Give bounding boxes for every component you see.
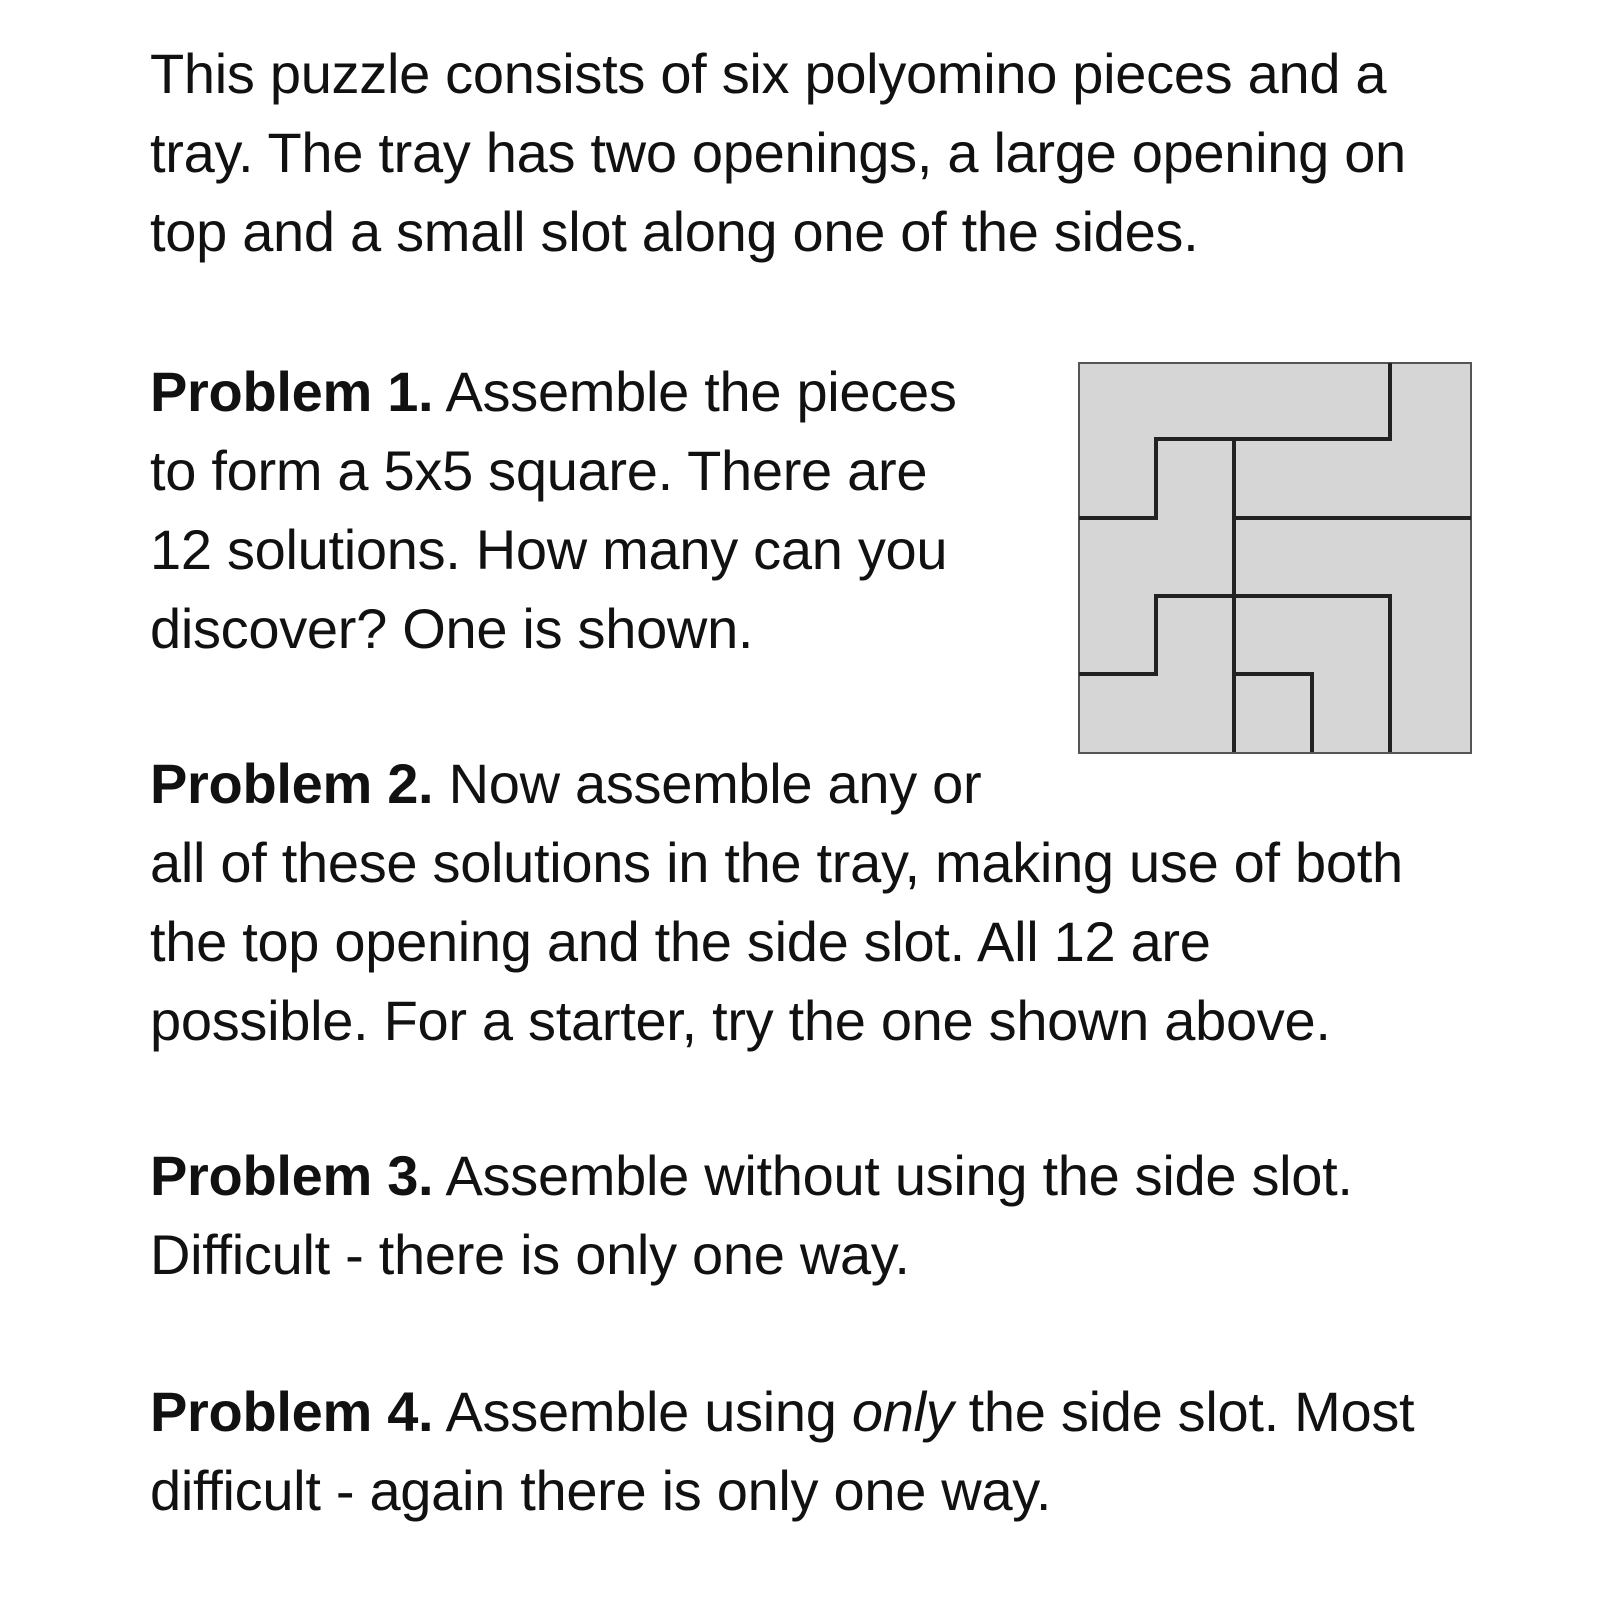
problem-1-heading: Problem 1. bbox=[150, 360, 434, 423]
problem-3-text: Assemble without using the side slot. bbox=[445, 1144, 1353, 1207]
problem-2-line-3: the top opening and the side slot. All 12 are bbox=[150, 910, 1211, 973]
intro-paragraph bbox=[150, 34, 1406, 271]
intro-line: tray. The tray has two openings, a large opening on bbox=[150, 121, 1406, 184]
problem-2-paragraph bbox=[150, 744, 1403, 1060]
problem-1-paragraph bbox=[150, 352, 957, 668]
problem-3-line-2: Difficult - there is only one way. bbox=[150, 1223, 910, 1286]
problem-1-line-3: 12 solutions. How many can you bbox=[150, 518, 948, 581]
problem-4-emphasis: only bbox=[851, 1380, 954, 1443]
problem-2-heading: Problem 2. bbox=[150, 752, 434, 815]
intro-line: top and a small slot along one of the sides. bbox=[150, 200, 1199, 263]
problem-1-line-1 bbox=[150, 352, 957, 431]
problem-1-line-2: to form a 5x5 square. There are bbox=[150, 439, 928, 502]
problem-1-line-4: discover? One is shown. bbox=[150, 597, 754, 660]
problem-3-line-1 bbox=[150, 1136, 1353, 1215]
problem-2-text: Now assemble any or bbox=[448, 752, 982, 815]
problem-3-paragraph bbox=[150, 1136, 1353, 1294]
solution-diagram bbox=[1078, 362, 1472, 754]
problem-4-line-1 bbox=[150, 1372, 1414, 1451]
problem-4-paragraph bbox=[150, 1372, 1414, 1530]
problem-4-text-pre: Assemble using bbox=[445, 1380, 837, 1443]
intro-line: This puzzle consists of six polyomino pieces and a bbox=[150, 42, 1387, 105]
problem-4-heading: Problem 4. bbox=[150, 1380, 434, 1443]
problem-4-line-2: difficult - again there is only one way. bbox=[150, 1459, 1052, 1522]
problem-1-text: Assemble the pieces bbox=[445, 360, 957, 423]
problem-2-line-2: all of these solutions in the tray, making use of both bbox=[150, 831, 1403, 894]
problem-2-line-4: possible. For a starter, try the one shown above. bbox=[150, 989, 1331, 1052]
problem-3-heading: Problem 3. bbox=[150, 1144, 434, 1207]
problem-2-line-1 bbox=[150, 744, 1403, 823]
problem-4-text-post: the side slot. Most bbox=[968, 1380, 1415, 1443]
diagram-background bbox=[1079, 363, 1471, 753]
